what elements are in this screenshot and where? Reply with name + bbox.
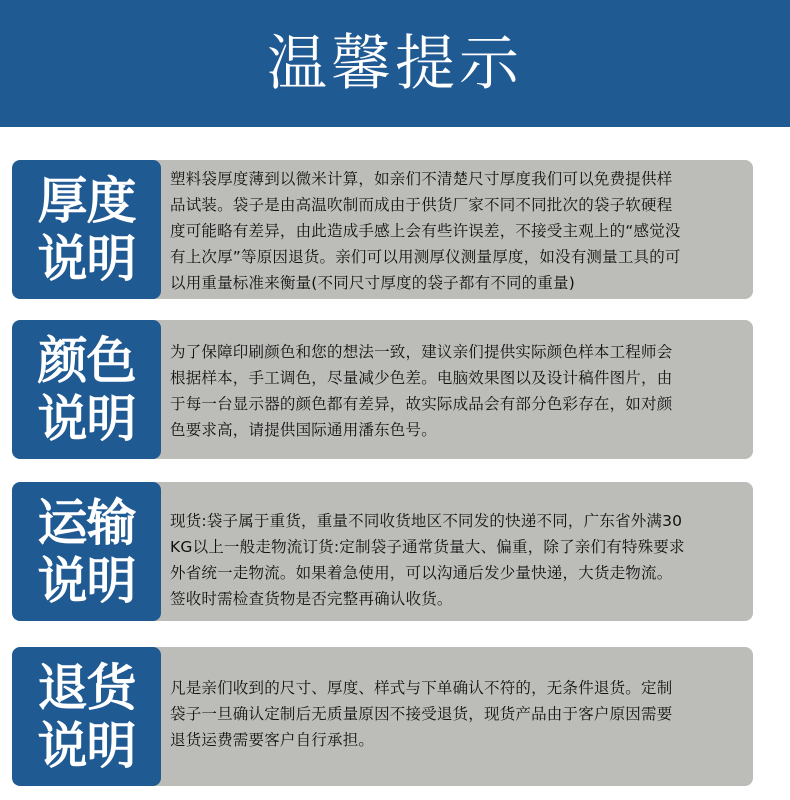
card-description: [170, 508, 747, 612]
card-text-line: 以用重量标准来衡量(不同尺寸厚度的袋子都有不同的重量): [170, 274, 575, 292]
card-text-line: KG以上一般走物流订货:定制袋子通常货量大、偏重，除了亲们有特殊要求: [170, 538, 685, 556]
card-text-line: 外省统一走物流。如果着急使用，可以沟通后发少量快递，大货走物流。: [170, 564, 673, 582]
card-description: [170, 166, 747, 296]
card-returns: [12, 647, 753, 786]
card-thickness: [12, 160, 753, 299]
card-label-line2: 说明: [37, 716, 136, 775]
card-description: [170, 675, 747, 753]
card-label-returns: [12, 647, 161, 786]
card-label-color: [12, 320, 161, 459]
header-banner: [0, 0, 790, 127]
card-text-line: 根据样本，手工调色，尽量减少色差。电脑效果图以及设计稿件图片，由: [170, 369, 673, 387]
card-label-line1: 退货: [37, 658, 136, 717]
card-text-line: 退货运费需要客户自行承担。: [170, 731, 375, 749]
card-color: [12, 320, 753, 459]
page-title: 温馨提示: [267, 28, 523, 99]
card-label-line1: 厚度: [37, 171, 136, 230]
card-text-line: 现货:袋子属于重货，重量不同收货地区不同发的快递不同，广东省外满30: [170, 512, 683, 530]
card-text-line: 于每一台显示器的颜色都有差异，故实际成品会有部分色彩存在，如对颜: [170, 395, 673, 413]
card-label-line2: 说明: [37, 551, 136, 610]
card-label-shipping: [12, 482, 161, 621]
card-label-line1: 运输: [37, 493, 136, 552]
card-label-line2: 说明: [37, 229, 136, 288]
card-text-line: 凡是亲们收到的尺寸、厚度、样式与下单确认不符的，无条件退货。定制: [170, 679, 673, 697]
card-label-thickness: [12, 160, 161, 299]
card-shipping: [12, 482, 753, 621]
card-text-line: 有上次厚”等原因退货。亲们可以用测厚仪测量厚度，如没有测量工具的可: [170, 248, 681, 266]
card-description: [170, 339, 747, 443]
card-text-line: 度可能略有差异，由此造成手感上会有些许误差，不接受主观上的“感觉没: [170, 222, 681, 240]
card-text-line: 袋子一旦确认定制后无质量原因不接受退货，现货产品由于客户原因需要: [170, 705, 673, 723]
card-label-line2: 说明: [37, 389, 136, 448]
card-text-line: 签收时需检查货物是否完整再确认收货。: [170, 590, 453, 608]
card-text-line: 色要求高，请提供国际通用潘东色号。: [170, 421, 437, 439]
card-text-line: 品试装。袋子是由高温吹制而成由于供货厂家不同不同批次的袋子软硬程: [170, 196, 673, 214]
card-label-line1: 颜色: [37, 331, 136, 390]
card-text-line: 塑料袋厚度薄到以微米计算，如亲们不清楚尺寸厚度我们可以免费提供样: [170, 170, 673, 188]
card-text-line: 为了保障印刷颜色和您的想法一致，建议亲们提供实际颜色样本工程师会: [170, 343, 673, 361]
